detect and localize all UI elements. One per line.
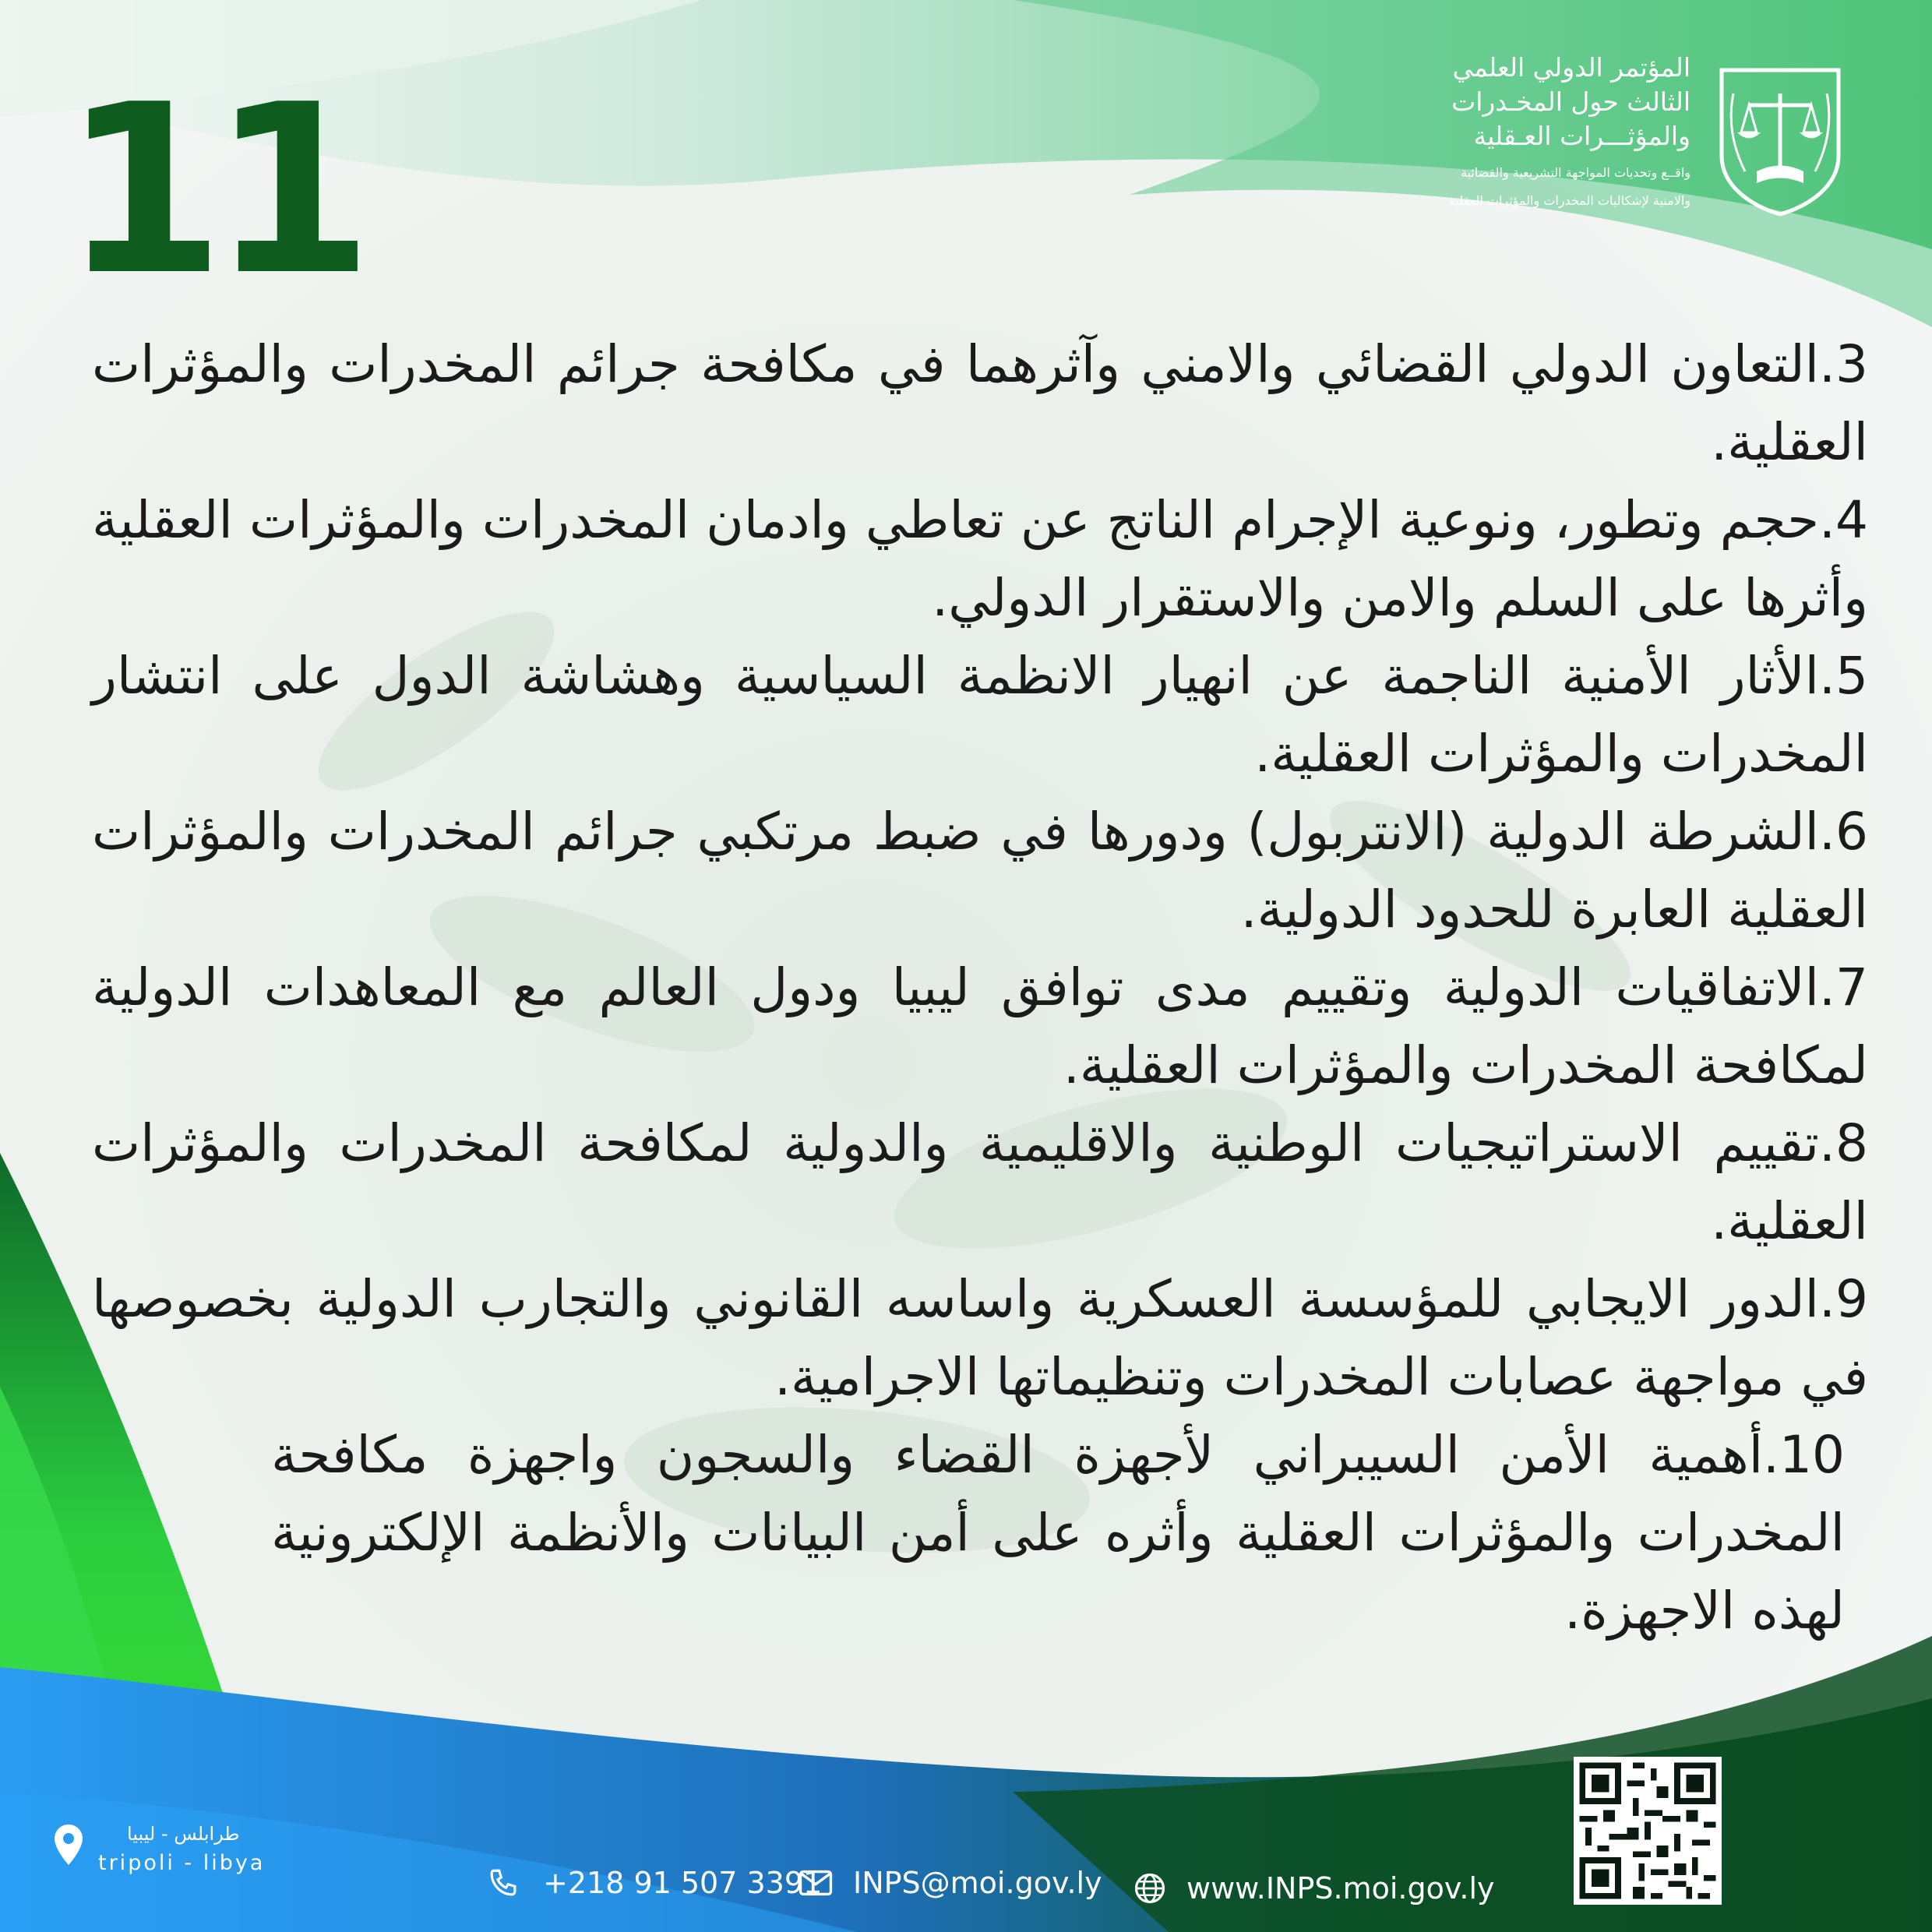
page-number: 11 — [62, 55, 360, 326]
conference-title-line: والمؤثـــرات العـقلية — [1473, 121, 1690, 151]
location-arabic: طرابلس - ليبيا — [127, 1823, 240, 1845]
topic-item: 10.أهمية الأمن السيبراني لأجهزة القضاء والسجون واجهزة مكافحة المخدرات والمؤثرات العقلية وأثره على أمن البيانات والأنظمة الإلكترونية لهذه الاجهزة. — [271, 1425, 1845, 1641]
phone-icon — [487, 1867, 520, 1899]
website-url: www.INPS.moi.gov.ly — [1186, 1871, 1495, 1906]
phone-contact[interactable] — [487, 1866, 822, 1900]
justice-scale-emblem-icon — [1714, 62, 1846, 218]
topic-item: 7.الاتفاقيات الدولية وتقييم مدى توافق ليبيا ودول العالم مع المعاهدات الدولية لمكافحة المخدرات والمؤثرات العقلية. — [92, 957, 1868, 1095]
topic-item: 4.حجم وتطور، ونوعية الإجرام الناتج عن تعاطي وادمان المخدرات والمؤثرات العقلية وأثرها على السلم والامن والاستقرار الدولي. — [92, 490, 1868, 628]
topic-item: 9.الدور الايجابي للمؤسسة العسكرية واساسه القانوني والتجارب الدولية بخصوصها في مواجهة عصابات المخدرات وتنظيماتها الاجرامية. — [92, 1269, 1868, 1407]
conference-title-line: الثالث حول المخـدرات — [1451, 86, 1690, 117]
topics-list — [92, 326, 1868, 1650]
website-contact[interactable] — [1133, 1871, 1495, 1906]
globe-icon — [1133, 1872, 1166, 1905]
topic-item: 6.الشرطة الدولية (الانتربول) ودورها في ضبط مرتكبي جرائم المخدرات والمؤثرات العقلية العابرة للحدود الدولية. — [92, 802, 1868, 940]
location-english: tripoli - libya — [98, 1851, 266, 1875]
conference-logo — [1410, 51, 1846, 230]
conference-subtitle-line: والامنية لإشكاليات المخدرات والمؤثرات العقلية — [1448, 193, 1690, 208]
qr-code — [1574, 1757, 1722, 1905]
conference-title — [1410, 51, 1690, 210]
email-address: INPS@moi.gov.ly — [853, 1866, 1102, 1900]
topic-item: 8.تقييم الاستراتيجيات الوطنية والاقليمية والدولية لمكافحة المخدرات والمؤثرات العقلية. — [92, 1113, 1868, 1251]
topic-item: 5.الأثار الأمنية الناجمة عن انهيار الانظمة السياسية وهشاشة الدول على انتشار المخدرات والمؤثرات العقلية. — [92, 646, 1868, 784]
conference-title-line: المؤتمر الدولي العلمي — [1452, 52, 1690, 83]
location-pin-icon — [53, 1823, 84, 1867]
email-icon — [799, 1870, 833, 1896]
email-contact[interactable] — [799, 1866, 1102, 1900]
phone-number: +218 91 507 3391 — [543, 1866, 823, 1900]
topic-item: 3.التعاون الدولي القضائي والامني وآثرهما في مكافحة جرائم المخدرات والمؤثرات العقلية. — [92, 334, 1868, 472]
conference-subtitle-line: واقــع وتحديات المواجهة التشريعية والقضائية — [1460, 165, 1690, 180]
